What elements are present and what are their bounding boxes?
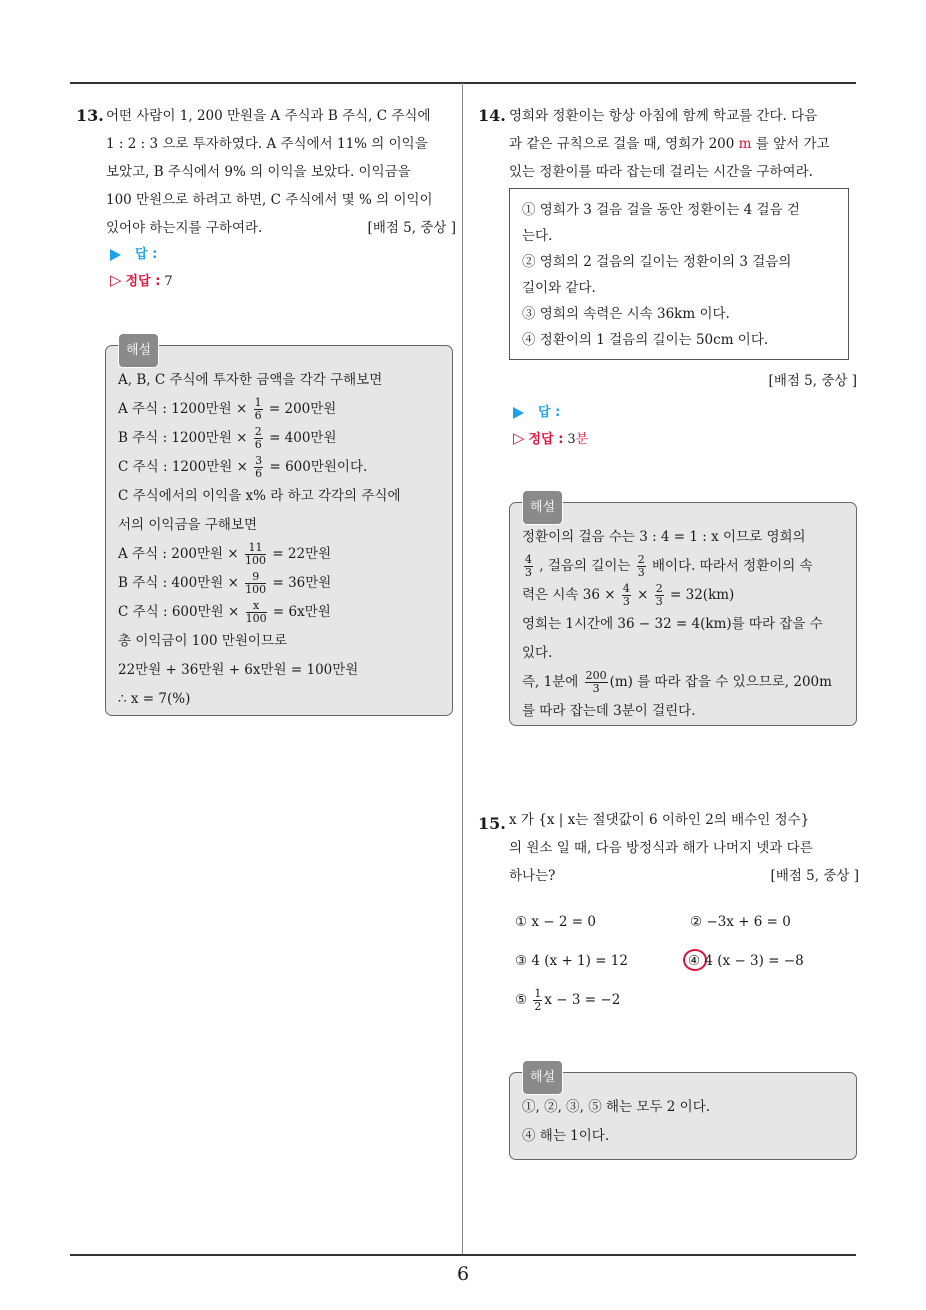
- question-13-number: 13.: [76, 106, 104, 125]
- q14-unit-m: m: [738, 136, 752, 152]
- q14-expl-line-3: 력은 시속 36 × $\frac{4}{3}$ × $\frac{2}{3}$ = 32(km): [522, 582, 735, 608]
- q14-explanation-box: [509, 502, 857, 726]
- q13-expl-line: 총 이익금이 100 만원이므로: [118, 633, 288, 649]
- q14-rule-line: ④ 정환이의 1 걸음의 길이는 50cm 이다.: [522, 332, 769, 348]
- q14-expl-line: 를 따라 잡는데 3분이 걸린다.: [522, 703, 696, 719]
- q15-line: x 가 {x | x는 절댓값이 6 이하인 2의 배수인 정수}: [509, 812, 810, 828]
- question-15-number: 15.: [478, 814, 506, 833]
- q13-expl-line: A, B, C 주식에 투자한 금액을 각각 구해보면: [118, 372, 383, 388]
- question-14-number: 14.: [478, 106, 506, 125]
- q14-rule-line: ② 영희의 2 걸음의 길이는 정환이의 3 걸음의: [522, 254, 792, 270]
- q15-meta: [배점 5, 중상 ]: [770, 868, 859, 884]
- q14-expl-line: 있다.: [522, 645, 553, 661]
- q15-choice-3: ③ 4 (x + 1) = 12: [515, 953, 628, 969]
- q15-explanation-tab: 해설: [522, 1060, 563, 1095]
- q14-meta: [배점 5, 중상 ]: [768, 373, 857, 389]
- q13-expl-line: C 주식에서의 이익을 x% 라 하고 각각의 주식에: [118, 488, 401, 504]
- q14-line: 과 같은 규칙으로 걸을 때, 영희가 200 m 를 앞서 가고: [509, 136, 830, 152]
- q15-choice-1: ① x − 2 = 0: [515, 914, 596, 930]
- top-rule: [70, 82, 856, 84]
- q14-expl-line-6: 즉, 1분에 $\frac{200}{3}$ (m) 를 따라 잡을 수 있으므로, 200m: [522, 669, 832, 695]
- q13-correct-label: 정답 :: [125, 274, 161, 289]
- q15-choice-2: ② −3x + 6 = 0: [690, 914, 791, 930]
- q14-rules-box: [509, 188, 849, 360]
- question-13-text: [106, 102, 456, 242]
- q14-rule-line: 는다.: [522, 228, 553, 244]
- q13-line: [106, 214, 456, 242]
- q14-line: 있는 정환이를 따라 잡는데 걸리는 시간을 구하여라.: [509, 164, 813, 180]
- q13-line: 1 : 2 : 3 으로 투자하였다. A 주식에서 11% 의 이익을: [106, 136, 428, 152]
- correct-triangle-icon: ▷: [513, 429, 525, 447]
- q14-expl-line-2: $\frac{4}{3}$ , 걸음의 길이는 $\frac{2}{3}$ 배이다. 따라서 정환이의 속: [525, 553, 813, 579]
- correct-triangle-icon: ▷: [110, 271, 122, 289]
- q13-line: 보았고, B 주식에서 9% 의 이익을 보았다. 이익금을: [106, 164, 411, 180]
- q13-meta: [배점 5, 중상 ]: [367, 220, 456, 236]
- answer-triangle-icon: [110, 249, 121, 261]
- question-14-text: [509, 102, 859, 186]
- q13-line: 100 만원으로 하려고 하면, C 주식에서 몇 % 의 이익이: [106, 192, 433, 208]
- q13-answer-label: 답 :: [135, 247, 158, 262]
- answer-triangle-icon: [513, 407, 524, 419]
- q13-explanation-tab: 해설: [118, 333, 159, 368]
- q15-line: 하나는? [배점 5, 중상 ]: [509, 862, 859, 890]
- column-divider: [462, 83, 463, 1255]
- q14-answer-label: 답 :: [538, 405, 561, 420]
- q13-expl-line: ∴ x = 7(%): [118, 691, 191, 707]
- q13-expl-line-b2: B 주식 : 400만원 × $\frac{9}{100}$ = 36만원: [118, 570, 332, 596]
- q14-correct-label: 정답 :: [528, 432, 564, 447]
- q14-correct-value: 3분: [567, 432, 589, 447]
- q13-expl-line: 서의 이익금을 구해보면: [118, 517, 257, 533]
- q13-expl-line: 22만원 + 36만원 + 6x만원 = 100만원: [118, 662, 359, 678]
- q14-expl-line: 영희는 1시간에 36 − 32 = 4(km)를 따라 잡을 수: [522, 616, 823, 632]
- q14-expl-line: 정환이의 걸음 수는 3 : 4 = 1 : x 이므로 영희의: [522, 529, 806, 545]
- page-number: 6: [456, 1263, 470, 1285]
- bottom-rule: [70, 1254, 856, 1256]
- q14-explanation-tab: 해설: [522, 490, 563, 525]
- q13-expl-line-c: C 주식 : 1200만원 × $\frac{3}{6}$ = 600만원이다.: [118, 454, 368, 480]
- q15-choice-4: ④ 4 (x − 3) = −8: [688, 953, 804, 969]
- q14-rule-line: ③ 영희의 속력은 시속 36km 이다.: [522, 306, 730, 322]
- q13-expl-line-a2: A 주식 : 200만원 × $\frac{11}{100}$ = 22만원: [118, 541, 332, 567]
- q13-line-last: 있어야 하는지를 구하여라.: [106, 220, 263, 236]
- q13-line: 어떤 사람이 1, 200 만원을 A 주식과 B 주식, C 주식에: [106, 108, 431, 124]
- q14-line: 영희와 정환이는 항상 아침에 함께 학교를 간다. 다음: [509, 108, 818, 124]
- q14-rule-line: 길이와 같다.: [522, 280, 596, 296]
- q15-expl-line: ④ 해는 1이다.: [522, 1128, 610, 1144]
- q15-choice-5: ⑤ $\frac{1}{2}$ x − 3 = −2: [515, 987, 621, 1013]
- q13-explanation-box: [105, 345, 453, 716]
- q13-answer-row: [110, 243, 157, 262]
- q15-line: 의 원소 일 때, 다음 방정식과 해가 나머지 넷과 다른: [509, 840, 813, 856]
- q15-expl-line: ①, ②, ③, ⑤ 해는 모두 2 이다.: [522, 1099, 711, 1115]
- question-15-text: [509, 806, 859, 890]
- q13-expl-line-a: A 주식 : 1200만원 × $\frac{1}{6}$ = 200만원: [118, 396, 337, 422]
- q13-expl-line-b: B 주식 : 1200만원 × $\frac{2}{6}$ = 400만원: [118, 425, 337, 451]
- q15-explanation-box: [509, 1072, 857, 1160]
- q13-expl-line-c2: C 주식 : 600만원 × $\frac{x}{100}$ = 6x만원: [118, 599, 331, 625]
- q13-correct-row: [110, 270, 173, 289]
- q14-correct-row: [513, 428, 588, 447]
- q14-rule-line: ① 영희가 3 걸음 걸을 동안 정환이는 4 걸음 걷: [522, 202, 800, 218]
- q13-correct-value: 7: [164, 274, 173, 289]
- q14-answer-row: [513, 401, 560, 420]
